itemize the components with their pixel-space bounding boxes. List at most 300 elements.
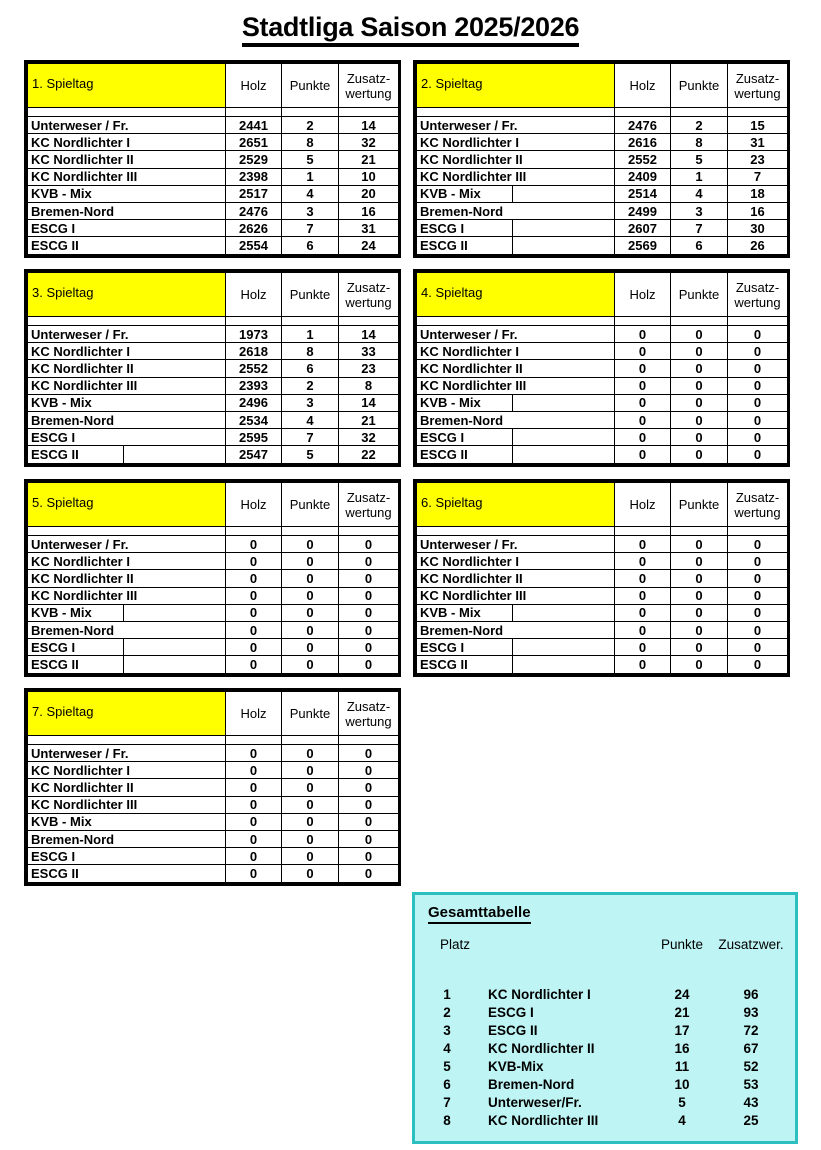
gesamt-zusatz-cell: 67 xyxy=(743,1040,759,1056)
table-row xyxy=(417,202,788,219)
team-name-cell: KVB - Mix xyxy=(417,394,615,411)
team-name-cell: KVB - Mix xyxy=(28,394,226,411)
table-row xyxy=(28,779,399,796)
table-row xyxy=(417,621,788,638)
holz-cell: 0 xyxy=(615,639,671,656)
column-header-zusatzwertung xyxy=(339,692,399,736)
table-row xyxy=(28,360,399,377)
zusatzwertung-cell: 0 xyxy=(728,446,788,463)
holz-cell: 0 xyxy=(615,570,671,587)
spieltag-table-6 xyxy=(413,479,790,677)
team-name-cell: ESCG I xyxy=(417,220,615,237)
holz-cell: 2651 xyxy=(226,134,282,151)
team-name-cell: KVB - Mix xyxy=(417,604,615,621)
zusatz-line-1: Zusatz- xyxy=(735,279,780,295)
punkte-cell: 6 xyxy=(282,237,339,254)
team-name-cell: Bremen-Nord xyxy=(28,621,226,638)
team-name-cell: Unterweser / Fr. xyxy=(417,117,615,134)
spieltag-label: 7. Spieltag xyxy=(28,692,226,736)
page-title-text: Stadtliga Saison 2025/2026 xyxy=(242,12,579,47)
column-header-holz: Holz xyxy=(226,64,282,108)
punkte-cell: 0 xyxy=(671,553,728,570)
team-name-cell: Bremen-Nord xyxy=(28,411,226,428)
team-name-cell: Unterweser / Fr. xyxy=(28,745,226,762)
table-row xyxy=(28,220,399,237)
spacer-cell xyxy=(339,108,399,117)
punkte-cell: 0 xyxy=(282,796,339,813)
spacer-cell xyxy=(417,527,615,536)
column-header-punkte: Punkte xyxy=(282,692,339,736)
team-name-cell: KVB - Mix xyxy=(28,604,226,621)
column-header-punkte: Punkte xyxy=(282,273,339,317)
holz-cell: 0 xyxy=(226,570,282,587)
zusatzwertung-cell: 0 xyxy=(339,848,399,865)
gesamt-punkte-cell: 21 xyxy=(674,1004,690,1020)
holz-cell: 2514 xyxy=(615,185,671,202)
table-row xyxy=(417,117,788,134)
zusatzwertung-cell: 18 xyxy=(728,185,788,202)
team-name-cell: ESCG II xyxy=(417,237,615,254)
zusatzwertung-cell: 32 xyxy=(339,134,399,151)
spacer-cell xyxy=(28,108,226,117)
zusatzwertung-cell: 33 xyxy=(339,343,399,360)
holz-cell: 2398 xyxy=(226,168,282,185)
punkte-cell: 5 xyxy=(282,446,339,463)
spieltag-header-row xyxy=(28,273,399,317)
spieltag-label: 6. Spieltag xyxy=(417,483,615,527)
table-row xyxy=(417,168,788,185)
spacer-cell xyxy=(282,317,339,326)
holz-cell: 2409 xyxy=(615,168,671,185)
team-name-cell: KC Nordlichter III xyxy=(28,796,226,813)
zusatzwertung-cell: 0 xyxy=(728,587,788,604)
zusatzwertung-cell: 0 xyxy=(339,745,399,762)
holz-cell: 0 xyxy=(226,621,282,638)
table-row xyxy=(28,813,399,830)
punkte-cell: 0 xyxy=(282,762,339,779)
zusatzwertung-cell: 0 xyxy=(728,429,788,446)
holz-cell: 2569 xyxy=(615,237,671,254)
gesamt-table-row xyxy=(428,1093,786,1111)
spacer-cell xyxy=(417,317,615,326)
table-row xyxy=(28,117,399,134)
zusatzwertung-cell: 0 xyxy=(339,762,399,779)
gesamt-punkte-cell: 17 xyxy=(674,1022,690,1038)
table-row xyxy=(28,796,399,813)
table-row xyxy=(417,377,788,394)
spieltag-label: 1. Spieltag xyxy=(28,64,226,108)
table-row xyxy=(28,830,399,847)
holz-cell: 0 xyxy=(226,865,282,882)
punkte-cell: 2 xyxy=(282,117,339,134)
zusatz-line-2: wertung xyxy=(345,85,392,101)
spacer-cell xyxy=(28,317,226,326)
holz-cell: 0 xyxy=(226,848,282,865)
holz-cell: 0 xyxy=(615,394,671,411)
table-row xyxy=(28,326,399,343)
punkte-cell: 0 xyxy=(282,656,339,673)
table-row xyxy=(28,377,399,394)
punkte-cell: 0 xyxy=(282,848,339,865)
column-header-holz: Holz xyxy=(226,483,282,527)
gesamt-team-cell: KVB-Mix xyxy=(488,1058,544,1074)
team-name-cell: Bremen-Nord xyxy=(28,202,226,219)
table-row xyxy=(417,656,788,673)
rank-cell: 4 xyxy=(443,1040,451,1056)
column-header-punkte: Punkte xyxy=(282,64,339,108)
team-name-cell: KC Nordlichter I xyxy=(28,762,226,779)
punkte-cell: 0 xyxy=(282,745,339,762)
table-row xyxy=(28,848,399,865)
spieltag-label: 4. Spieltag xyxy=(417,273,615,317)
holz-cell: 2534 xyxy=(226,411,282,428)
punkte-cell: 2 xyxy=(282,377,339,394)
holz-cell: 0 xyxy=(615,429,671,446)
team-name-cell: KC Nordlichter I xyxy=(417,134,615,151)
holz-cell: 0 xyxy=(615,621,671,638)
gesamttabelle-table xyxy=(428,937,786,1129)
team-name-cell: KC Nordlichter III xyxy=(417,587,615,604)
column-header-punkte: Punkte xyxy=(671,64,728,108)
rank-cell: 6 xyxy=(443,1076,451,1092)
gesamt-punkte-cell: 24 xyxy=(674,986,690,1002)
gesamt-spacer-cell xyxy=(428,967,488,985)
zusatz-line-1: Zusatz- xyxy=(346,698,391,714)
table-row xyxy=(417,237,788,254)
table-row xyxy=(417,134,788,151)
team-name-cell: Unterweser / Fr. xyxy=(417,536,615,553)
gesamt-zusatz-cell: 96 xyxy=(743,986,759,1002)
zusatz-line-2: wertung xyxy=(734,504,781,520)
holz-cell: 2517 xyxy=(226,185,282,202)
punkte-cell: 0 xyxy=(671,536,728,553)
rank-cell: 5 xyxy=(443,1058,451,1074)
zusatzwertung-cell: 15 xyxy=(728,117,788,134)
team-name-cell: KC Nordlichter III xyxy=(28,377,226,394)
zusatz-line-1: Zusatz- xyxy=(735,489,780,505)
table-row xyxy=(417,553,788,570)
zusatzwertung-cell: 0 xyxy=(339,865,399,882)
zusatzwertung-cell: 22 xyxy=(339,446,399,463)
team-name-cell: KC Nordlichter II xyxy=(28,151,226,168)
zusatzwertung-cell: 16 xyxy=(728,202,788,219)
spacer-cell xyxy=(671,317,728,326)
punkte-cell: 0 xyxy=(282,553,339,570)
punkte-cell: 0 xyxy=(671,587,728,604)
rank-cell: 1 xyxy=(443,986,451,1002)
punkte-cell: 0 xyxy=(671,377,728,394)
gesamttabelle-heading: Gesamttabelle xyxy=(428,904,531,924)
zusatzwertung-cell: 14 xyxy=(339,326,399,343)
column-header-zusatzwertung xyxy=(728,64,788,108)
team-name-cell: Unterweser / Fr. xyxy=(28,326,226,343)
table-row xyxy=(28,553,399,570)
holz-cell: 2547 xyxy=(226,446,282,463)
spacer-cell xyxy=(728,527,788,536)
spacer-cell xyxy=(339,736,399,745)
team-name-cell: ESCG II xyxy=(417,446,615,463)
spieltag-table-4 xyxy=(413,269,790,467)
team-name-cell: ESCG II xyxy=(417,656,615,673)
team-name-cell: KC Nordlichter III xyxy=(417,377,615,394)
gesamttabelle-panel xyxy=(412,892,798,1144)
zusatzwertung-cell: 0 xyxy=(728,536,788,553)
zusatzwertung-cell: 0 xyxy=(339,779,399,796)
punkte-cell: 0 xyxy=(671,570,728,587)
column-header-punkte: Punkte xyxy=(282,483,339,527)
punkte-cell: 3 xyxy=(282,394,339,411)
spieltag-table-1 xyxy=(24,60,401,258)
zusatzwertung-cell: 14 xyxy=(339,394,399,411)
spieltag-table-5 xyxy=(24,479,401,677)
table-row xyxy=(417,639,788,656)
table-row xyxy=(28,745,399,762)
holz-cell: 2499 xyxy=(615,202,671,219)
column-header-punkte: Punkte xyxy=(671,273,728,317)
zusatzwertung-cell: 0 xyxy=(339,813,399,830)
spieltag-header-row xyxy=(417,64,788,108)
team-name-cell: KC Nordlichter III xyxy=(28,168,226,185)
holz-cell: 2393 xyxy=(226,377,282,394)
zusatzwertung-cell: 8 xyxy=(339,377,399,394)
spieltag-table-2 xyxy=(413,60,790,258)
column-header-punkte: Punkte xyxy=(671,483,728,527)
zusatzwertung-cell: 26 xyxy=(728,237,788,254)
punkte-cell: 0 xyxy=(671,343,728,360)
team-name-cell: ESCG II xyxy=(28,446,226,463)
spacer-cell xyxy=(226,527,282,536)
zusatzwertung-cell: 21 xyxy=(339,411,399,428)
table-row xyxy=(417,394,788,411)
team-name-cell: KC Nordlichter II xyxy=(28,570,226,587)
gesamt-team-cell: KC Nordlichter III xyxy=(488,1112,599,1128)
punkte-cell: 1 xyxy=(282,168,339,185)
gesamt-header-punkte: Punkte xyxy=(660,937,704,952)
column-header-zusatzwertung xyxy=(728,273,788,317)
holz-cell: 0 xyxy=(226,536,282,553)
zusatzwertung-cell: 0 xyxy=(339,796,399,813)
spacer-cell xyxy=(226,108,282,117)
table-row xyxy=(28,185,399,202)
punkte-cell: 7 xyxy=(282,220,339,237)
gesamt-header-zusatz: Zusatzwer. xyxy=(718,937,784,952)
spacer-row xyxy=(28,317,399,326)
table-row xyxy=(417,587,788,604)
spacer-cell xyxy=(728,108,788,117)
zusatzwertung-cell: 30 xyxy=(728,220,788,237)
table-row xyxy=(417,446,788,463)
holz-cell: 2476 xyxy=(615,117,671,134)
holz-cell: 0 xyxy=(226,830,282,847)
zusatzwertung-cell: 0 xyxy=(339,830,399,847)
zusatz-line-1: Zusatz- xyxy=(346,70,391,86)
spieltag-header-row xyxy=(28,483,399,527)
table-row xyxy=(417,151,788,168)
holz-cell: 1973 xyxy=(226,326,282,343)
zusatzwertung-cell: 0 xyxy=(339,536,399,553)
punkte-cell: 0 xyxy=(282,604,339,621)
gesamt-team-cell: KC Nordlichter II xyxy=(488,1040,595,1056)
punkte-cell: 0 xyxy=(282,865,339,882)
spacer-row xyxy=(28,527,399,536)
column-header-zusatzwertung xyxy=(339,273,399,317)
zusatzwertung-cell: 0 xyxy=(728,326,788,343)
column-header-holz: Holz xyxy=(226,273,282,317)
table-row xyxy=(28,656,399,673)
spacer-cell xyxy=(615,108,671,117)
team-name-cell: KC Nordlichter III xyxy=(417,168,615,185)
punkte-cell: 0 xyxy=(282,621,339,638)
punkte-cell: 1 xyxy=(282,326,339,343)
zusatzwertung-cell: 0 xyxy=(728,621,788,638)
team-name-cell: ESCG I xyxy=(28,429,226,446)
gesamt-zusatz-cell: 52 xyxy=(743,1058,759,1074)
zusatz-line-2: wertung xyxy=(345,504,392,520)
rank-cell: 2 xyxy=(443,1004,451,1020)
punkte-cell: 4 xyxy=(282,185,339,202)
punkte-cell: 4 xyxy=(282,411,339,428)
team-name-cell: KC Nordlichter III xyxy=(28,587,226,604)
column-header-zusatzwertung xyxy=(339,483,399,527)
holz-cell: 2618 xyxy=(226,343,282,360)
punkte-cell: 6 xyxy=(671,237,728,254)
table-row xyxy=(28,168,399,185)
punkte-cell: 5 xyxy=(282,151,339,168)
team-name-cell: ESCG I xyxy=(417,429,615,446)
punkte-cell: 0 xyxy=(671,621,728,638)
table-row xyxy=(28,394,399,411)
punkte-cell: 0 xyxy=(671,656,728,673)
table-row xyxy=(417,536,788,553)
holz-cell: 0 xyxy=(615,343,671,360)
spacer-cell xyxy=(728,317,788,326)
holz-cell: 0 xyxy=(615,411,671,428)
gesamt-zusatz-cell: 25 xyxy=(743,1112,759,1128)
table-row xyxy=(28,151,399,168)
column-header-zusatzwertung xyxy=(339,64,399,108)
zusatzwertung-cell: 14 xyxy=(339,117,399,134)
spieltag-header-row xyxy=(417,483,788,527)
zusatzwertung-cell: 0 xyxy=(728,656,788,673)
zusatzwertung-cell: 23 xyxy=(728,151,788,168)
punkte-cell: 8 xyxy=(671,134,728,151)
gesamt-team-cell: KC Nordlichter I xyxy=(488,986,591,1002)
column-header-holz: Holz xyxy=(615,273,671,317)
spacer-cell xyxy=(417,108,615,117)
spacer-cell xyxy=(282,108,339,117)
gesamttabelle-header-row xyxy=(428,937,786,967)
holz-cell: 0 xyxy=(226,604,282,621)
holz-cell: 0 xyxy=(615,536,671,553)
zusatzwertung-cell: 0 xyxy=(339,570,399,587)
zusatzwertung-cell: 0 xyxy=(339,656,399,673)
punkte-cell: 0 xyxy=(282,536,339,553)
zusatz-line-1: Zusatz- xyxy=(346,279,391,295)
team-name-cell: KC Nordlichter I xyxy=(417,343,615,360)
zusatzwertung-cell: 0 xyxy=(728,553,788,570)
table-row xyxy=(417,429,788,446)
holz-cell: 0 xyxy=(615,360,671,377)
gesamt-team-cell: Bremen-Nord xyxy=(488,1076,575,1092)
spacer-row xyxy=(28,108,399,117)
holz-cell: 0 xyxy=(226,796,282,813)
spacer-cell xyxy=(339,317,399,326)
zusatzwertung-cell: 20 xyxy=(339,185,399,202)
holz-cell: 0 xyxy=(615,326,671,343)
holz-cell: 0 xyxy=(615,587,671,604)
gesamt-table-row xyxy=(428,1021,786,1039)
punkte-cell: 0 xyxy=(671,604,728,621)
table-row xyxy=(417,411,788,428)
punkte-cell: 0 xyxy=(282,813,339,830)
punkte-cell: 0 xyxy=(671,394,728,411)
punkte-cell: 0 xyxy=(282,830,339,847)
zusatzwertung-cell: 0 xyxy=(728,639,788,656)
table-row xyxy=(417,360,788,377)
punkte-cell: 0 xyxy=(671,326,728,343)
rank-cell: 3 xyxy=(443,1022,451,1038)
zusatzwertung-cell: 0 xyxy=(728,377,788,394)
holz-cell: 0 xyxy=(226,779,282,796)
table-row xyxy=(417,343,788,360)
spacer-cell xyxy=(282,736,339,745)
table-row xyxy=(28,411,399,428)
gesamt-spacer-cell xyxy=(488,967,648,985)
holz-cell: 2476 xyxy=(226,202,282,219)
spieltag-header-row xyxy=(417,273,788,317)
team-name-cell: KC Nordlichter I xyxy=(417,553,615,570)
holz-cell: 0 xyxy=(226,639,282,656)
holz-cell: 0 xyxy=(226,745,282,762)
table-row xyxy=(28,536,399,553)
gesamt-zusatz-cell: 93 xyxy=(743,1004,759,1020)
table-row xyxy=(417,185,788,202)
spacer-row xyxy=(417,527,788,536)
spieltag-label: 3. Spieltag xyxy=(28,273,226,317)
zusatzwertung-cell: 0 xyxy=(339,639,399,656)
table-row xyxy=(28,587,399,604)
zusatzwertung-cell: 0 xyxy=(339,587,399,604)
zusatzwertung-cell: 0 xyxy=(728,411,788,428)
spieltag-header-row xyxy=(28,64,399,108)
zusatz-line-2: wertung xyxy=(734,85,781,101)
team-name-cell: Bremen-Nord xyxy=(28,830,226,847)
team-name-cell: Unterweser / Fr. xyxy=(417,326,615,343)
team-name-cell: KC Nordlichter II xyxy=(417,360,615,377)
holz-cell: 0 xyxy=(615,377,671,394)
table-row xyxy=(28,343,399,360)
holz-cell: 2441 xyxy=(226,117,282,134)
spacer-cell xyxy=(28,736,226,745)
punkte-cell: 7 xyxy=(282,429,339,446)
holz-cell: 0 xyxy=(226,762,282,779)
zusatz-line-2: wertung xyxy=(734,294,781,310)
team-name-cell: ESCG II xyxy=(28,865,226,882)
spacer-cell xyxy=(615,317,671,326)
punkte-cell: 6 xyxy=(282,360,339,377)
gesamt-punkte-cell: 16 xyxy=(674,1040,690,1056)
holz-cell: 2607 xyxy=(615,220,671,237)
holz-cell: 0 xyxy=(615,446,671,463)
zusatz-line-2: wertung xyxy=(345,294,392,310)
team-name-cell: KVB - Mix xyxy=(28,813,226,830)
gesamt-table-row xyxy=(428,1057,786,1075)
zusatzwertung-cell: 16 xyxy=(339,202,399,219)
holz-cell: 0 xyxy=(615,553,671,570)
page-title xyxy=(0,12,821,43)
spacer-cell xyxy=(226,736,282,745)
team-name-cell: ESCG I xyxy=(417,639,615,656)
